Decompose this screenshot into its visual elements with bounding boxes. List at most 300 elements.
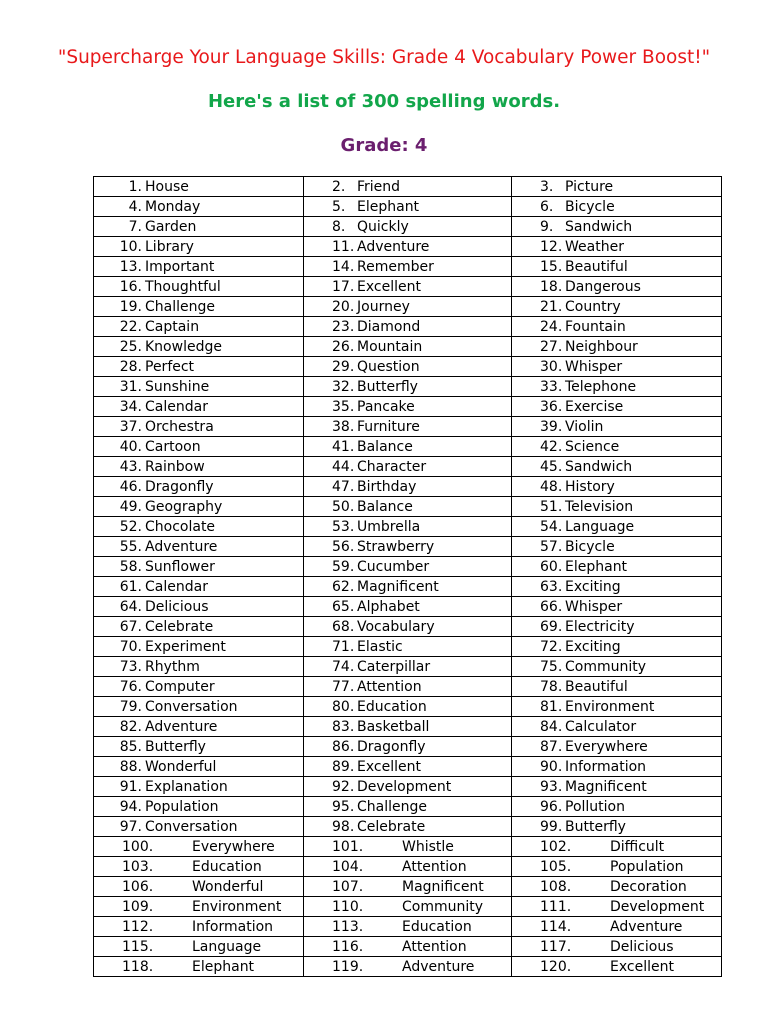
word-text: Sunshine (145, 378, 210, 395)
table-row (94, 497, 722, 517)
word-text: Exciting (565, 638, 621, 655)
word-cell (94, 377, 304, 397)
word-cell (512, 297, 722, 317)
word-text: Strawberry (357, 538, 435, 555)
word-number: 45. (540, 458, 563, 475)
word-text: Education (357, 698, 427, 715)
word-cell (512, 637, 722, 657)
word-text: House (145, 178, 189, 195)
word-text: Alphabet (357, 598, 420, 615)
word-number: 12. (540, 238, 563, 255)
word-text: Calendar (145, 398, 208, 415)
word-number: 29. (332, 358, 355, 375)
word-text: Garden (145, 218, 197, 235)
word-text: Information (192, 918, 274, 935)
word-cell (512, 837, 722, 857)
table-row (94, 877, 722, 897)
word-cell (304, 197, 512, 217)
word-number: 95. (332, 798, 355, 815)
word-text: Thoughtful (145, 278, 221, 295)
table-row (94, 897, 722, 917)
spelling-words-body (94, 177, 722, 977)
table-row (94, 317, 722, 337)
word-cell (512, 517, 722, 537)
word-text: Knowledge (145, 338, 222, 355)
word-text: Celebrate (357, 818, 426, 835)
word-cell (512, 537, 722, 557)
word-cell (94, 417, 304, 437)
word-text: Bicycle (565, 538, 615, 555)
word-cell (512, 797, 722, 817)
word-number: 63. (540, 578, 563, 595)
word-text: Perfect (145, 358, 195, 375)
word-number: 98. (332, 818, 355, 835)
word-number: 60. (540, 558, 563, 575)
word-text: Balance (357, 438, 413, 455)
word-number: 27. (540, 338, 563, 355)
word-number: 6. (540, 198, 554, 215)
word-cell (94, 637, 304, 657)
word-text: Chocolate (145, 518, 216, 535)
word-number: 37. (119, 418, 142, 435)
word-number: 100. (122, 838, 154, 855)
word-number: 68. (332, 618, 355, 635)
word-number: 53. (332, 518, 355, 535)
word-text: Celebrate (145, 618, 214, 635)
word-number: 9. (540, 218, 554, 235)
word-text: Bicycle (565, 198, 615, 215)
table-row (94, 757, 722, 777)
word-text: Whisper (565, 358, 623, 375)
word-text: Balance (357, 498, 413, 515)
word-text: Butterfly (145, 738, 206, 755)
word-number: 30. (540, 358, 563, 375)
word-cell (304, 757, 512, 777)
word-number: 66. (540, 598, 563, 615)
word-cell (94, 477, 304, 497)
word-cell (304, 877, 512, 897)
word-number: 80. (332, 698, 355, 715)
word-text: Geography (145, 498, 223, 515)
word-text: Fountain (565, 318, 626, 335)
word-text: Umbrella (357, 518, 421, 535)
table-row (94, 417, 722, 437)
word-cell (94, 617, 304, 637)
word-cell (304, 337, 512, 357)
word-number: 17. (332, 278, 355, 295)
word-number: 82. (119, 718, 142, 735)
word-text: Attention (402, 858, 467, 875)
word-number: 64. (119, 598, 142, 615)
word-cell (94, 217, 304, 237)
word-number: 94. (119, 798, 142, 815)
word-number: 81. (540, 698, 563, 715)
word-text: Library (145, 238, 194, 255)
table-row (94, 637, 722, 657)
word-text: Everywhere (192, 838, 275, 855)
word-cell (304, 717, 512, 737)
word-number: 87. (540, 738, 563, 755)
word-number: 51. (540, 498, 563, 515)
word-cell (304, 377, 512, 397)
table-row (94, 437, 722, 457)
table-row (94, 237, 722, 257)
word-number: 117. (540, 938, 572, 955)
table-row (94, 817, 722, 837)
word-number: 93. (540, 778, 563, 795)
table-row (94, 517, 722, 537)
word-cell (512, 337, 722, 357)
word-cell (304, 657, 512, 677)
word-text: Difficult (610, 838, 665, 855)
word-text: Neighbour (565, 338, 638, 355)
word-cell (94, 777, 304, 797)
word-number: 103. (122, 858, 154, 875)
page-title: "Supercharge Your Language Skills: Grade 4 Vocabulary Power Boost!" (57, 47, 711, 68)
word-cell (512, 757, 722, 777)
word-text: Whisper (565, 598, 623, 615)
word-cell (304, 517, 512, 537)
word-number: 76. (119, 678, 142, 695)
word-text: Exciting (565, 578, 621, 595)
word-cell (304, 817, 512, 837)
word-number: 34. (119, 398, 142, 415)
word-text: Development (610, 898, 705, 915)
word-number: 35. (332, 398, 355, 415)
word-number: 90. (540, 758, 563, 775)
word-text: Pollution (565, 798, 625, 815)
word-cell (94, 857, 304, 877)
word-cell (94, 937, 304, 957)
word-number: 33. (540, 378, 563, 395)
word-text: Calendar (145, 578, 208, 595)
word-cell (94, 877, 304, 897)
word-number: 11. (332, 238, 355, 255)
word-text: Adventure (357, 238, 430, 255)
word-text: Sunflower (145, 558, 215, 575)
word-cell (512, 317, 722, 337)
word-cell (512, 577, 722, 597)
word-number: 85. (119, 738, 142, 755)
table-row (94, 957, 722, 977)
word-text: Electricity (565, 618, 635, 635)
word-cell (512, 917, 722, 937)
word-number: 38. (332, 418, 355, 435)
word-cell (512, 257, 722, 277)
word-number: 43. (119, 458, 142, 475)
word-cell (304, 677, 512, 697)
word-number: 25. (119, 338, 142, 355)
word-number: 32. (332, 378, 355, 395)
word-number: 22. (119, 318, 142, 335)
page-subtitle: Here's a list of 300 spelling words. (207, 91, 561, 112)
word-text: Butterfly (565, 818, 626, 835)
table-row (94, 197, 722, 217)
word-number: 107. (332, 878, 364, 895)
word-cell (94, 177, 304, 197)
word-cell (512, 717, 722, 737)
word-text: Wonderful (145, 758, 217, 775)
word-number: 4. (128, 198, 142, 215)
word-number: 52. (119, 518, 142, 535)
word-text: Challenge (357, 798, 427, 815)
word-text: Challenge (145, 298, 215, 315)
word-text: Excellent (357, 758, 421, 775)
word-cell (94, 237, 304, 257)
word-number: 58. (119, 558, 142, 575)
word-text: Butterfly (357, 378, 418, 395)
word-cell (512, 417, 722, 437)
word-cell (94, 737, 304, 757)
word-text: Elephant (565, 558, 628, 575)
word-text: Caterpillar (357, 658, 431, 675)
word-cell (94, 357, 304, 377)
word-number: 102. (540, 838, 572, 855)
word-text: Vocabulary (357, 618, 435, 635)
word-number: 67. (119, 618, 142, 635)
word-text: Remember (357, 258, 434, 275)
word-cell (304, 357, 512, 377)
word-cell (304, 777, 512, 797)
word-cell (94, 917, 304, 937)
word-text: Cucumber (357, 558, 430, 575)
word-cell (94, 457, 304, 477)
word-text: Journey (357, 298, 410, 315)
word-number: 97. (119, 818, 142, 835)
word-text: Environment (192, 898, 282, 915)
word-number: 46. (119, 478, 142, 495)
word-number: 112. (122, 918, 154, 935)
word-number: 88. (119, 758, 142, 775)
word-cell (304, 237, 512, 257)
word-cell (512, 357, 722, 377)
word-number: 49. (119, 498, 142, 515)
word-text: Conversation (145, 698, 238, 715)
word-text: Magnificent (402, 878, 484, 895)
word-cell (304, 837, 512, 857)
table-row (94, 457, 722, 477)
word-text: Sandwich (565, 458, 633, 475)
word-cell (304, 637, 512, 657)
word-number: 71. (332, 638, 355, 655)
word-cell (512, 877, 722, 897)
word-cell (94, 597, 304, 617)
word-number: 2. (332, 178, 346, 195)
word-number: 16. (119, 278, 142, 295)
word-number: 110. (332, 898, 364, 915)
word-cell (94, 677, 304, 697)
word-number: 20. (332, 298, 355, 315)
table-row (94, 537, 722, 557)
table-row (94, 937, 722, 957)
word-number: 74. (332, 658, 355, 675)
word-text: Elephant (357, 198, 420, 215)
word-text: Decoration (610, 878, 687, 895)
word-number: 62. (332, 578, 355, 595)
word-number: 41. (332, 438, 355, 455)
word-text: Environment (565, 698, 655, 715)
word-text: Whistle (402, 838, 454, 855)
table-row (94, 657, 722, 677)
word-number: 72. (540, 638, 563, 655)
word-cell (304, 617, 512, 637)
word-number: 55. (119, 538, 142, 555)
word-number: 13. (119, 258, 142, 275)
word-cell (304, 417, 512, 437)
word-cell (512, 277, 722, 297)
table-row (94, 257, 722, 277)
word-text: Excellent (357, 278, 421, 295)
word-cell (512, 397, 722, 417)
word-text: Orchestra (145, 418, 214, 435)
word-number: 118. (122, 958, 154, 975)
word-cell (94, 757, 304, 777)
word-text: Beautiful (565, 678, 628, 695)
word-cell (304, 397, 512, 417)
word-text: Violin (565, 418, 604, 435)
table-row (94, 837, 722, 857)
word-text: Education (402, 918, 472, 935)
word-text: Information (565, 758, 647, 775)
word-text: Magnificent (357, 578, 439, 595)
word-text: Adventure (145, 538, 218, 555)
word-number: 54. (540, 518, 563, 535)
word-cell (94, 337, 304, 357)
word-number: 61. (119, 578, 142, 595)
word-cell (94, 557, 304, 577)
word-text: Development (357, 778, 452, 795)
word-text: Dragonfly (145, 478, 214, 495)
word-number: 26. (332, 338, 355, 355)
word-text: Television (565, 498, 634, 515)
word-number: 40. (119, 438, 142, 455)
word-cell (512, 557, 722, 577)
word-text: Attention (402, 938, 467, 955)
word-number: 10. (119, 238, 142, 255)
word-number: 31. (119, 378, 142, 395)
word-cell (94, 497, 304, 517)
word-text: Everywhere (565, 738, 648, 755)
word-number: 69. (540, 618, 563, 635)
table-row (94, 217, 722, 237)
word-text: Weather (565, 238, 624, 255)
word-cell (304, 177, 512, 197)
word-cell (304, 797, 512, 817)
word-cell (94, 197, 304, 217)
word-cell (304, 257, 512, 277)
word-number: 84. (540, 718, 563, 735)
word-text: Delicious (610, 938, 674, 955)
word-text: Attention (357, 678, 422, 695)
word-text: Community (565, 658, 647, 675)
word-cell (304, 577, 512, 597)
word-cell (512, 657, 722, 677)
word-text: Experiment (145, 638, 226, 655)
table-row (94, 797, 722, 817)
table-row (94, 737, 722, 757)
word-number: 75. (540, 658, 563, 675)
word-number: 119. (332, 958, 364, 975)
word-text: Dragonfly (357, 738, 426, 755)
word-number: 1. (128, 178, 142, 195)
word-number: 79. (119, 698, 142, 715)
word-text: Community (402, 898, 484, 915)
word-cell (304, 857, 512, 877)
word-cell (94, 437, 304, 457)
word-number: 44. (332, 458, 355, 475)
word-cell (94, 317, 304, 337)
word-cell (512, 237, 722, 257)
word-cell (304, 277, 512, 297)
word-number: 106. (122, 878, 154, 895)
word-cell (512, 597, 722, 617)
word-text: Language (192, 938, 262, 955)
word-text: History (565, 478, 615, 495)
word-cell (304, 917, 512, 937)
word-number: 70. (119, 638, 142, 655)
word-number: 91. (119, 778, 142, 795)
word-number: 73. (119, 658, 142, 675)
word-text: Delicious (145, 598, 209, 615)
word-cell (304, 557, 512, 577)
word-cell (94, 797, 304, 817)
word-cell (304, 297, 512, 317)
word-cell (94, 657, 304, 677)
word-number: 3. (540, 178, 554, 195)
word-text: Excellent (610, 958, 674, 975)
word-cell (512, 177, 722, 197)
word-text: Population (610, 858, 684, 875)
word-cell (304, 697, 512, 717)
table-row (94, 477, 722, 497)
word-number: 65. (332, 598, 355, 615)
word-cell (94, 257, 304, 277)
word-text: Furniture (357, 418, 420, 435)
table-row (94, 577, 722, 597)
word-text: Calculator (565, 718, 637, 735)
table-row (94, 617, 722, 637)
word-cell (512, 737, 722, 757)
word-number: 92. (332, 778, 355, 795)
table-row (94, 557, 722, 577)
word-number: 57. (540, 538, 563, 555)
word-cell (304, 477, 512, 497)
table-row (94, 857, 722, 877)
word-number: 77. (332, 678, 355, 695)
word-number: 47. (332, 478, 355, 495)
word-number: 28. (119, 358, 142, 375)
word-number: 59. (332, 558, 355, 575)
word-cell (512, 937, 722, 957)
word-cell (304, 457, 512, 477)
word-text: Pancake (357, 398, 415, 415)
word-text: Rainbow (145, 458, 205, 475)
word-text: Elephant (192, 958, 255, 975)
word-cell (304, 317, 512, 337)
word-cell (304, 897, 512, 917)
word-number: 23. (332, 318, 355, 335)
word-cell (304, 737, 512, 757)
word-number: 48. (540, 478, 563, 495)
word-number: 8. (332, 218, 346, 235)
word-number: 24. (540, 318, 563, 335)
table-row (94, 357, 722, 377)
word-cell (94, 817, 304, 837)
word-text: Birthday (357, 478, 417, 495)
table-row (94, 177, 722, 197)
word-number: 78. (540, 678, 563, 695)
word-cell (94, 397, 304, 417)
